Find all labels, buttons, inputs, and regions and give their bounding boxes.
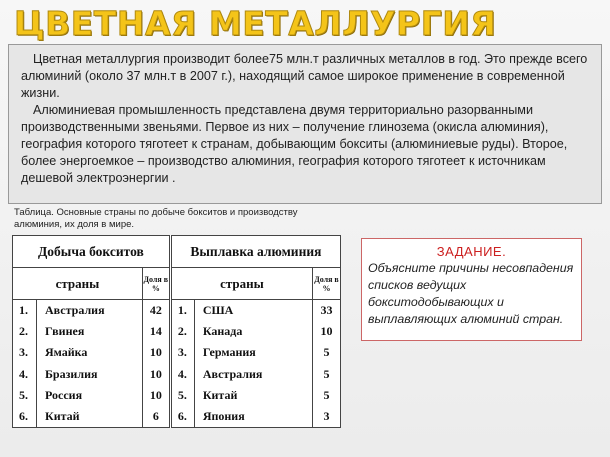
table-row xyxy=(13,363,341,384)
row-number: 4. xyxy=(13,363,37,384)
header-aluminium-smelting: Выплавка алюминия xyxy=(170,236,340,268)
aluminium-country: Китай xyxy=(194,385,312,406)
table-row xyxy=(13,300,341,321)
intro-text-box xyxy=(8,44,602,204)
header-countries-right: страны xyxy=(170,268,312,300)
aluminium-country: Канада xyxy=(194,321,312,342)
bauxite-country: Бразилия xyxy=(37,363,143,384)
aluminium-share: 3 xyxy=(313,406,341,427)
aluminium-share: 5 xyxy=(313,363,341,384)
table-row xyxy=(13,321,341,342)
row-number: 2. xyxy=(13,321,37,342)
paragraph-1: Цветная металлургия производит более75 млн.т различных металлов в год. Это прежде всего алюминий (около 37 млн.т в 2007 г.), находящий самое широкое применение в современной жизни. xyxy=(21,52,588,100)
bauxite-country: Китай xyxy=(37,406,143,427)
aluminium-share: 5 xyxy=(313,385,341,406)
aluminium-country: Германия xyxy=(194,342,312,363)
bauxite-country: Ямайка xyxy=(37,342,143,363)
task-box xyxy=(361,238,582,341)
row-number: 4. xyxy=(170,363,194,384)
bauxite-share: 14 xyxy=(142,321,170,342)
bauxite-aluminium-table xyxy=(12,235,341,428)
row-number: 1. xyxy=(13,300,37,321)
task-text: Объясните причины несовпадения списков ведущих бокситодобывающих и выплавляющих алюминий стран. xyxy=(368,261,574,326)
bauxite-share: 10 xyxy=(142,385,170,406)
aluminium-share: 33 xyxy=(313,300,341,321)
header-bauxite-mining: Добыча бокситов xyxy=(13,236,171,268)
row-number: 6. xyxy=(170,406,194,427)
header-share-right: Доля в % xyxy=(313,268,341,300)
table-row xyxy=(13,342,341,363)
table-row xyxy=(13,385,341,406)
bauxite-share: 10 xyxy=(142,363,170,384)
row-number: 1. xyxy=(170,300,194,321)
bauxite-country: Гвинея xyxy=(37,321,143,342)
header-share-left: Доля в % xyxy=(142,268,170,300)
row-number: 6. xyxy=(13,406,37,427)
task-title: ЗАДАНИЕ. xyxy=(436,244,507,259)
bauxite-share: 10 xyxy=(142,342,170,363)
row-number: 2. xyxy=(170,321,194,342)
row-number: 5. xyxy=(13,385,37,406)
aluminium-country: Австралия xyxy=(194,363,312,384)
aluminium-country: США xyxy=(194,300,312,321)
page-title: ЦВЕТНАЯ МЕТАЛЛУРГИЯ xyxy=(14,4,497,43)
row-number: 3. xyxy=(170,342,194,363)
bauxite-country: Россия xyxy=(37,385,143,406)
row-number: 3. xyxy=(13,342,37,363)
header-countries-left: страны xyxy=(13,268,143,300)
aluminium-share: 5 xyxy=(313,342,341,363)
aluminium-country: Япония xyxy=(194,406,312,427)
row-number: 5. xyxy=(170,385,194,406)
paragraph-2: Алюминиевая промышленность представлена двумя территориально разорванными производственными звеньями. Первое из них – получение глинозема (окисла алюминия), география которого тяготеет к странам, добывающим бокситы (алюминиевые руды). Второе, более энергоемкое – производство алюминия, география которого тяготеет к источникам дешевой электроэнергии . xyxy=(21,103,568,185)
bauxite-share: 42 xyxy=(142,300,170,321)
aluminium-share: 10 xyxy=(313,321,341,342)
bauxite-share: 6 xyxy=(142,406,170,427)
table-caption: Таблица. Основные страны по добыче бокситов и производству алюминия, их доля в мире. xyxy=(14,207,298,230)
bauxite-country: Австралия xyxy=(37,300,143,321)
table-row xyxy=(13,406,341,427)
